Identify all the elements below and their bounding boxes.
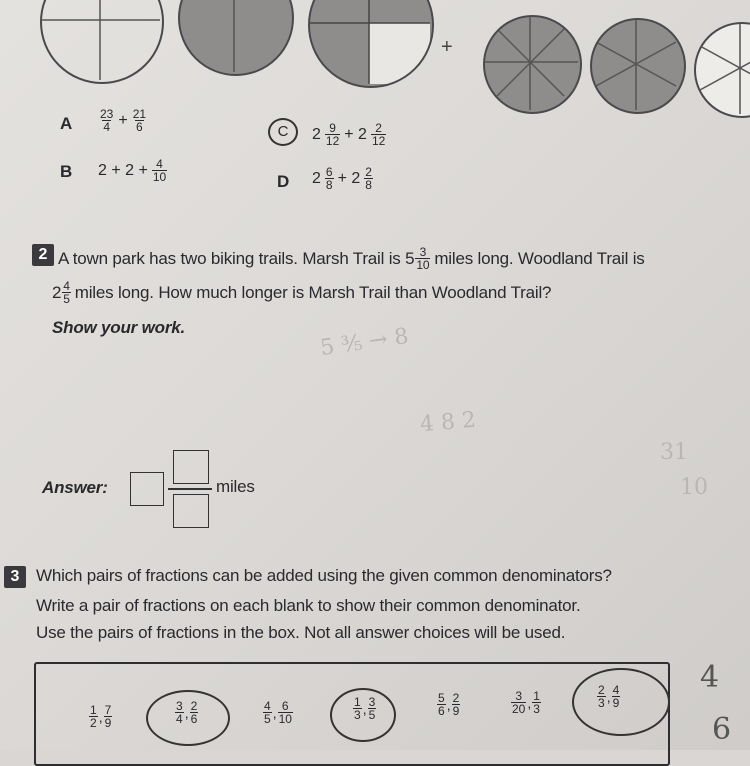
fraction: $\frac{6}{8}$ [325, 165, 333, 192]
question-2-line-1: A town park has two biking trails. Marsh Trail is 5 $\frac{3}{10}$ miles long. Woodland Trail is [58, 245, 645, 272]
handwriting-marks: 4 [700, 660, 720, 695]
fraction-circle-1 [40, 0, 164, 84]
plus-sign: + [441, 36, 453, 58]
fraction: $\frac{2}{8}$ [365, 165, 372, 192]
answer-label: Answer: [42, 478, 108, 497]
question-2-number: 2 [32, 244, 54, 266]
answer-unit: miles [216, 477, 255, 496]
fraction: $\frac{9}{12}$ [325, 121, 340, 148]
fraction-pair-4[interactable]: $\frac{1}{3}$ , $\frac{3}{5}$ [354, 695, 376, 722]
question-3-number: 3 [4, 566, 26, 588]
choice-d-letter[interactable]: D [277, 172, 290, 191]
handwriting-marks: 6 [712, 712, 732, 747]
handwriting-marks: 4 8 2 [419, 407, 477, 438]
question-2-line-2: 2 $\frac{4}{5}$ miles long. How much longer is Marsh Trail than Woodland Trail? [52, 279, 552, 306]
fraction: $\frac{4}{5}$ [63, 279, 70, 306]
answer-numerator-box[interactable] [173, 450, 209, 484]
fraction-circle-6 [694, 22, 750, 118]
fraction-pair-7[interactable]: $\frac{2}{3}$ , $\frac{4}{9}$ [598, 683, 620, 710]
question-3-line-3: Use the pairs of fractions in the box. Not all answer choices will be used. [36, 623, 566, 642]
fraction-circle-5 [590, 18, 686, 114]
handwriting-marks: 31 [660, 440, 688, 465]
fraction-pair-3[interactable]: $\frac{4}{5}$ , $\frac{6}{10}$ [264, 699, 292, 726]
fraction-pair-6[interactable]: $\frac{3}{20}$ , $\frac{1}{3}$ [512, 689, 540, 716]
choice-b-letter[interactable]: B [60, 162, 73, 181]
choice-a-expression[interactable]: $\frac{23}{4}$ + $\frac{21}{6}$ [100, 107, 147, 134]
fraction-pair-2[interactable]: $\frac{3}{4}$ , $\frac{2}{6}$ [176, 699, 198, 726]
question-3-line-1: Which pairs of fractions can be added using the given common denominators? [36, 566, 612, 585]
fraction-pair-5[interactable]: $\frac{5}{6}$ , $\frac{2}{9}$ [438, 691, 460, 718]
fraction-circle-4 [483, 15, 582, 114]
choice-b-expression[interactable]: 2 + 2 + $\frac{4}{10}$ [98, 157, 167, 184]
fraction: $\frac{21}{6}$ [132, 107, 147, 134]
selected-choice-c[interactable]: C [268, 118, 298, 146]
handwriting-marks: 10 [680, 475, 708, 500]
choice-a-letter[interactable]: A [60, 114, 73, 133]
fraction-circle-3 [308, 0, 434, 88]
fraction: $\frac{23}{4}$ [100, 107, 114, 134]
show-work-instruction: Show your work. [52, 318, 186, 337]
choice-c-expression[interactable]: 2 $\frac{9}{12}$ + 2 $\frac{2}{12}$ [312, 121, 386, 148]
choice-d-expression[interactable]: 2 $\frac{6}{8}$ + 2 $\frac{2}{8}$ [312, 165, 372, 192]
answer-whole-box[interactable] [130, 472, 164, 506]
fraction-pair-1[interactable]: $\frac{1}{2}$ , $\frac{7}{9}$ [90, 703, 112, 730]
answer-fraction-bar [168, 488, 212, 490]
fraction: $\frac{2}{12}$ [371, 121, 386, 148]
fraction: $\frac{4}{10}$ [152, 157, 167, 184]
fraction: $\frac{3}{10}$ [416, 245, 430, 272]
handwriting-marks: 5 ⅗ → 8 [318, 323, 411, 362]
question-3-line-2: Write a pair of fractions on each blank to show their common denominator. [36, 596, 581, 615]
answer-denominator-box[interactable] [173, 494, 209, 528]
fraction-circle-2 [178, 0, 294, 76]
